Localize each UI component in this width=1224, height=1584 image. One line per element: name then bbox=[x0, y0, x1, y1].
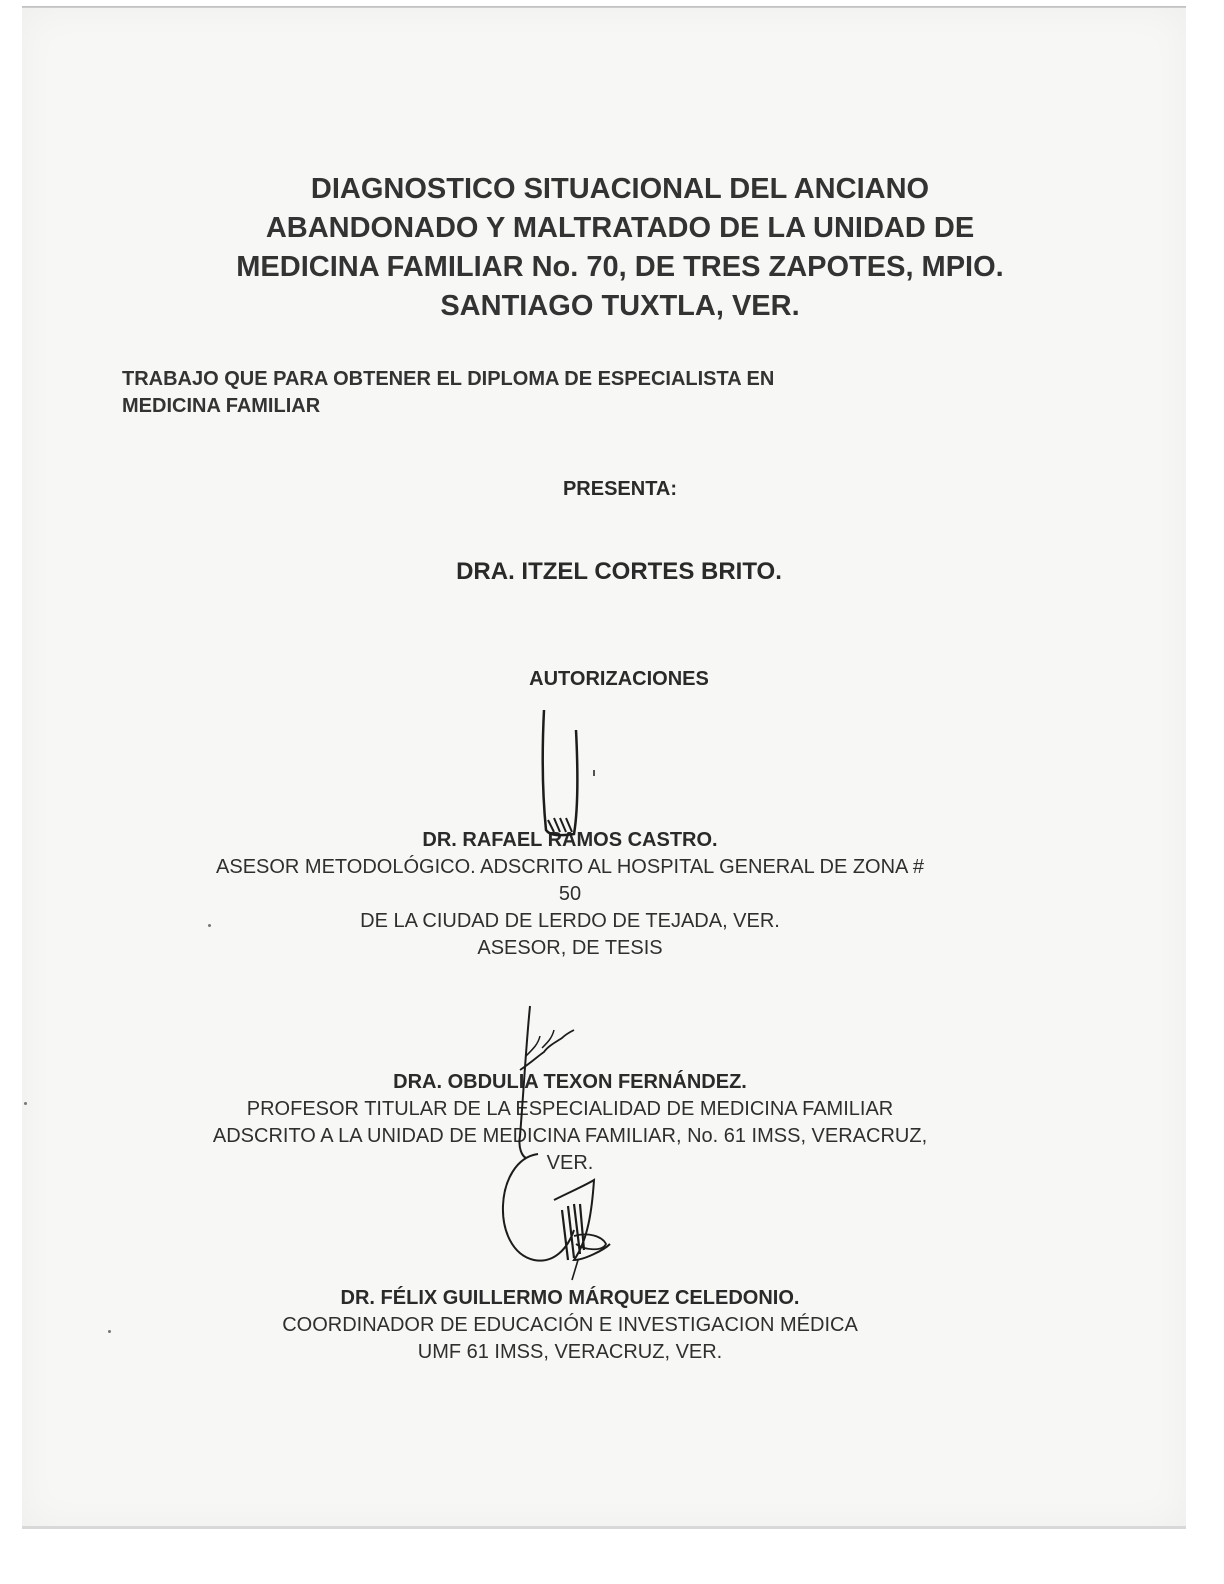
signatory-block-1 bbox=[120, 826, 1020, 962]
signatory-role-line: PROFESOR TITULAR DE LA ESPECIALIDAD DE MEDICINA FAMILIAR bbox=[246, 1098, 894, 1120]
signatory-role-line: ASESOR, DE TESIS bbox=[477, 937, 663, 959]
signatory-role-line: ADSCRITO A LA UNIDAD DE MEDICINA FAMILIAR, No. 61 IMSS, VERACRUZ, bbox=[212, 1125, 928, 1147]
autorizaciones-heading: AUTORIZACIONES bbox=[529, 668, 709, 690]
signatory-block-2 bbox=[120, 1068, 1020, 1177]
scan-speck bbox=[24, 1102, 27, 1105]
signatory-role-line: COORDINADOR DE EDUCACIÓN E INVESTIGACION MÉDICA bbox=[282, 1314, 858, 1336]
thesis-subtitle bbox=[122, 366, 1002, 420]
signatory-role-line: DE LA CIUDAD DE LERDO DE TEJADA, VER. bbox=[360, 910, 780, 932]
signatory-name: DRA. OBDULIA TEXON FERNÁNDEZ. bbox=[393, 1071, 747, 1093]
title-line: MEDICINA FAMILIAR No. 70, DE TRES ZAPOTES, MPIO. bbox=[236, 251, 1004, 283]
signatory-name: DR. FÉLIX GUILLERMO MÁRQUEZ CELEDONIO. bbox=[340, 1287, 800, 1309]
subtitle-line: TRABAJO QUE PARA OBTENER EL DIPLOMA DE ESPECIALISTA EN bbox=[122, 368, 775, 390]
presenta-label: PRESENTA: bbox=[562, 478, 678, 500]
signatory-role-line: VER. bbox=[546, 1152, 594, 1174]
signatory-role-line: 50 bbox=[558, 883, 582, 905]
title-line: DIAGNOSTICO SITUACIONAL DEL ANCIANO bbox=[310, 173, 930, 205]
signatory-name: DR. RAFAEL RAMOS CASTRO. bbox=[422, 829, 718, 851]
signatory-block-3 bbox=[120, 1284, 1020, 1366]
subtitle-line: MEDICINA FAMILIAR bbox=[122, 395, 321, 417]
title-line: ABANDONADO Y MALTRATADO DE LA UNIDAD DE bbox=[265, 212, 975, 244]
signatory-role-line: UMF 61 IMSS, VERACRUZ, VER. bbox=[417, 1341, 723, 1363]
paper-bottom-edge bbox=[22, 1526, 1186, 1529]
title-line: SANTIAGO TUXTLA, VER. bbox=[440, 290, 800, 322]
signatory-role-line: ASESOR METODOLÓGICO. ADSCRITO AL HOSPITAL GENERAL DE ZONA # bbox=[216, 856, 924, 878]
author-name: DRA. ITZEL CORTES BRITO. bbox=[456, 558, 782, 585]
thesis-title bbox=[120, 170, 1120, 326]
scan-speck bbox=[108, 1330, 111, 1333]
scan-speck bbox=[208, 924, 211, 927]
